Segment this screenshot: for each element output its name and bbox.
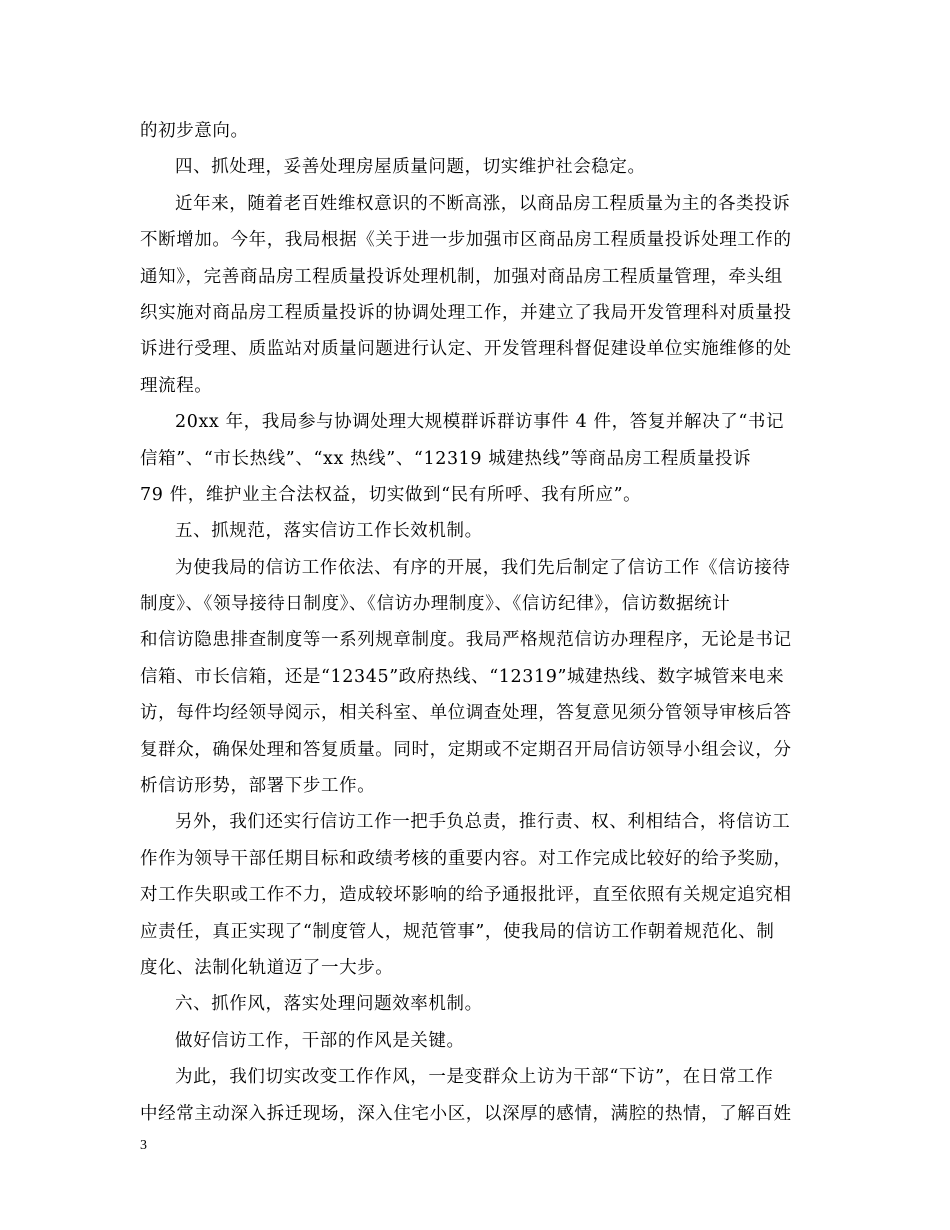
document-body — [140, 113, 812, 1132]
text-line: 为使我局的信访工作依法、有序的开展，我们先后制定了信访工作《信访接待 — [175, 557, 791, 578]
text-line: 信箱”、“市长热线”、“xx 热线”、“12319 城建热线”等商品房工程质量投诉 — [140, 448, 752, 469]
text-line: 六、抓作风，落实处理问题效率机制。 — [175, 994, 483, 1015]
text-line: 的初步意向。 — [140, 121, 249, 141]
text-line: 理流程。 — [140, 375, 213, 396]
text-line: 近年来，随着老百姓维权意识的不断高涨，以商品房工程质量为主的各类投诉 — [175, 193, 791, 214]
text-line: 制度》、《领导接待日制度》、《信访办理制度》、《信访纪律》，信访数据统计 — [140, 594, 731, 615]
text-line: 织实施对商品房工程质量投诉的协调处理工作，并建立了我局开发管理科对质量投 — [140, 302, 792, 323]
text-line: 析信访形势，部署下步工作。 — [140, 776, 376, 797]
text-line: 做好信访工作，干部的作风是关键。 — [175, 1030, 465, 1051]
text-line: 应责任，真正实现了“制度管人，规范管事”，使我局的信访工作朝着规范化、制 — [140, 921, 775, 942]
text-line: 另外，我们还实行信访工作一把手负总责，推行责、权、利相结合，将信访工 — [175, 812, 791, 833]
text-line: 不断增加。今年，我局根据《关于进一步加强市区商品房工程质量投诉处理工作的 — [140, 230, 792, 251]
text-line: 中经常主动深入拆迁现场，深入住宅小区，以深厚的感情，满腔的热情，了解百姓 — [140, 1103, 792, 1124]
text-line: 四、抓处理，妥善处理房屋质量问题，切实维护社会稳定。 — [175, 157, 646, 178]
page-number: 3 — [140, 1138, 147, 1153]
text-line: 和信访隐患排查制度等一系列规章制度。我局严格规范信访办理程序，无论是书记 — [140, 630, 792, 651]
text-line: 作作为领导干部任期目标和政绩考核的重要内容。对工作完成比较好的给予奖励， — [140, 848, 792, 869]
text-line: 20xx 年，我局参与协调处理大规模群诉群访事件 4 件，答复并解决了“书记 — [175, 412, 785, 433]
text-line: 度化、法制化轨道迈了一大步。 — [140, 957, 394, 978]
text-line: 复群众，确保处理和答复质量。同时，定期或不定期召开局信访领导小组会议，分 — [140, 739, 792, 760]
text-line: 对工作失职或工作不力，造成较坏影响的给予通报批评，直至依照有关规定追究相 — [140, 885, 792, 906]
text-line: 诉进行受理、质监站对质量问题进行认定、开发管理科督促建设单位实施维修的处 — [140, 339, 792, 360]
text-line: 通知》，完善商品房工程质量投诉处理机制，加强对商品房工程质量管理，牵头组 — [140, 266, 783, 287]
text-line: 79 件，维护业主合法权益，切实做到“民有所呼、我有所应”。 — [140, 484, 642, 505]
text-line: 访，每件均经领导阅示，相关科室、单位调查处理，答复意见须分管领导审核后答 — [140, 703, 792, 724]
text-line: 五、抓规范，落实信访工作长效机制。 — [175, 521, 483, 542]
text-line: 信箱、市长信箱，还是“12345”政府热线、“12319”城建热线、数字城管来电来 — [140, 666, 785, 687]
text-line: 为此，我们切实改变工作作风，一是变群众上访为干部“下访”，在日常工作 — [175, 1067, 774, 1088]
